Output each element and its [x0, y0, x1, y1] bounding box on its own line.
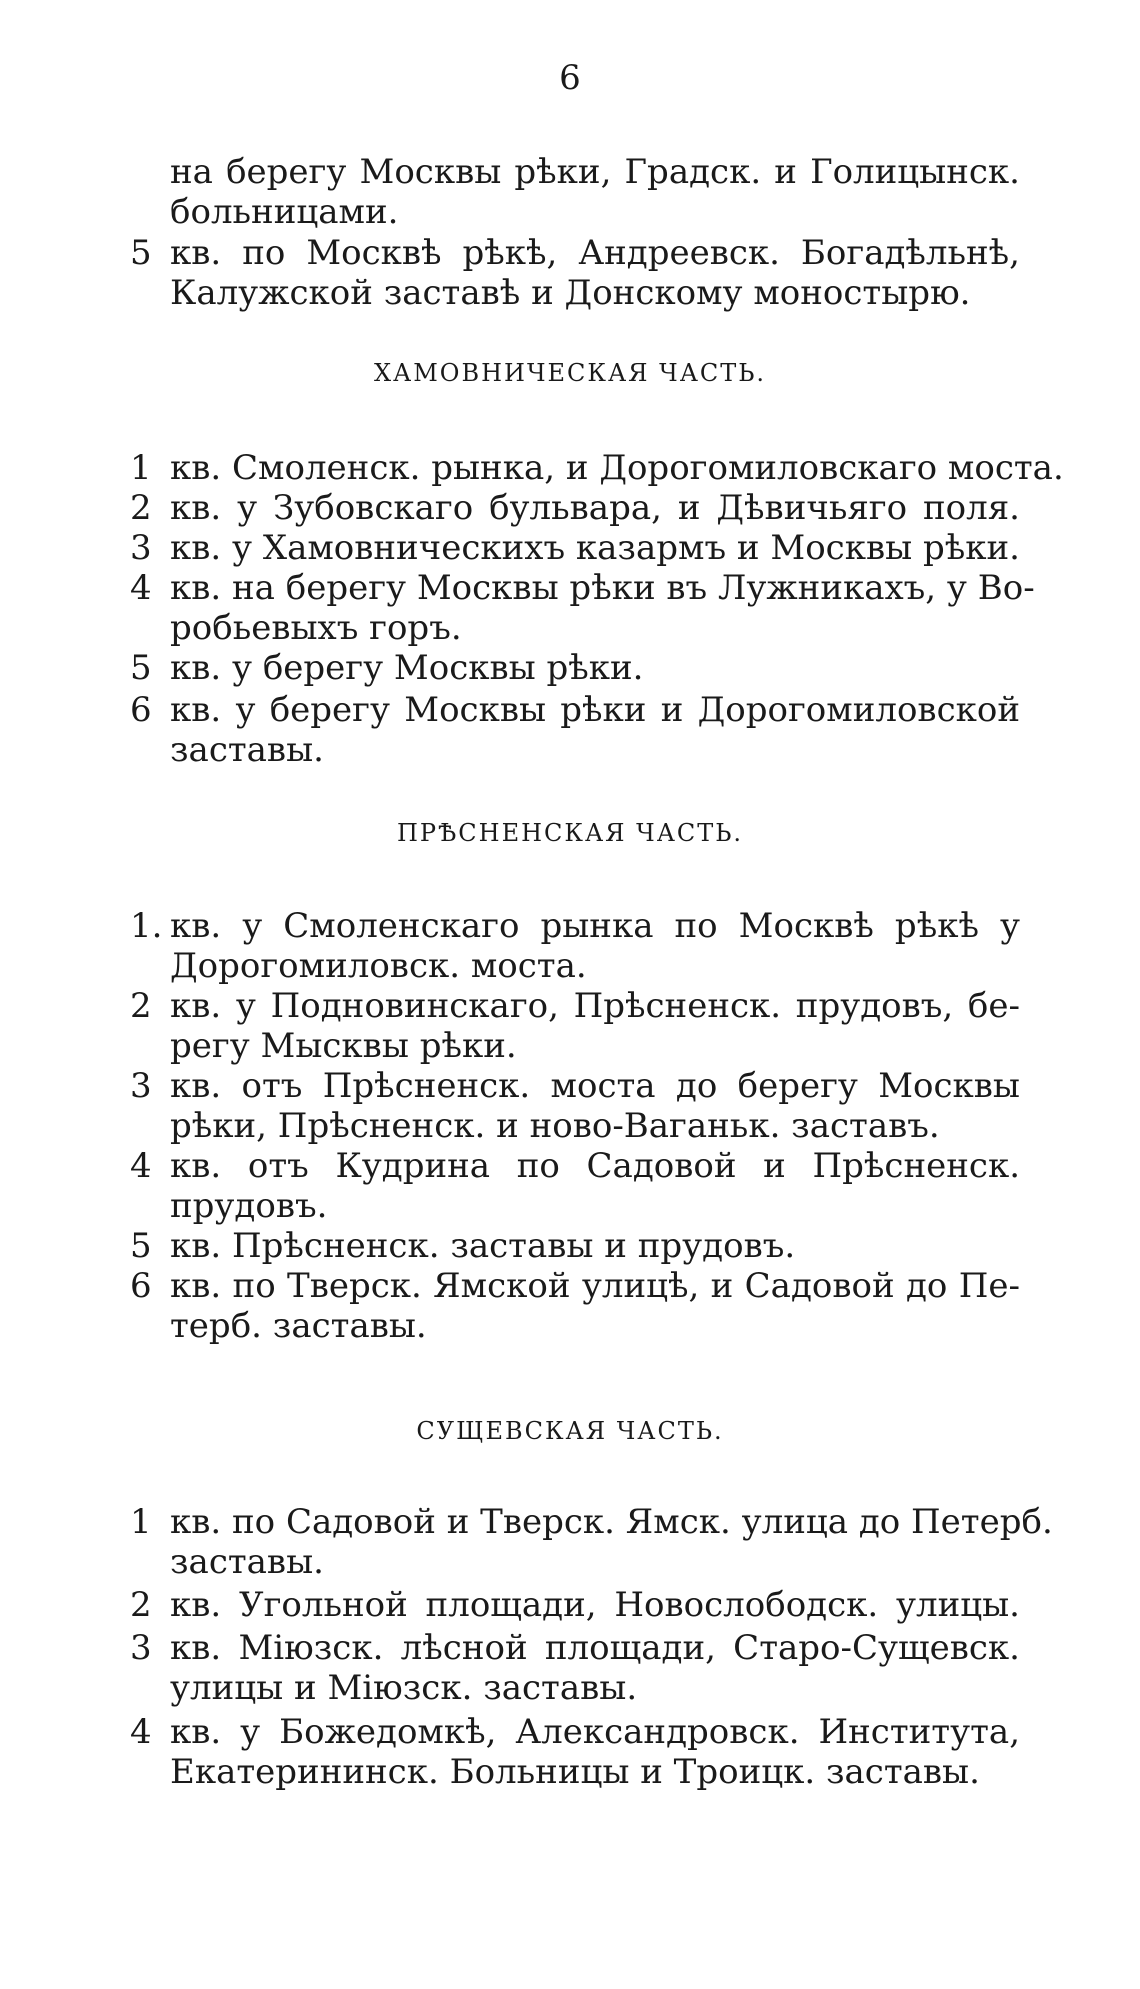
- text-line: кв. Смоленск. рынка, и Дорогомиловскаго моста.: [170, 448, 1064, 488]
- list-item: [130, 1712, 1020, 1792]
- text-line: кв. по Садовой и Тверск. Ямск. улица до Петерб.: [170, 1502, 1053, 1542]
- text-line: рѣки, Прѣсненск. и ново-Ваганьк. заставъ.: [170, 1106, 940, 1146]
- list-item: [130, 1585, 1020, 1625]
- text-line: прудовъ.: [170, 1186, 328, 1226]
- text-line: регу Мысквы рѣки.: [170, 1026, 517, 1066]
- list-item: [130, 568, 1035, 648]
- section-heading: СУЩЕВСКАЯ ЧАСТЬ.: [416, 1417, 724, 1445]
- intro-continuation: [130, 152, 1020, 232]
- item-number: 4: [130, 1146, 152, 1186]
- item-number: 2: [130, 1585, 152, 1625]
- text-line: кв. у Божедомкѣ, Александровск. Института,: [170, 1712, 1020, 1752]
- list-item: [130, 488, 1020, 528]
- text-line: кв. Прѣсненск. заставы и прудовъ.: [170, 1226, 796, 1266]
- list-item: [130, 1226, 1020, 1266]
- list-item: [130, 1628, 1020, 1708]
- list-item: [130, 648, 1020, 688]
- list-item: [130, 986, 1020, 1066]
- item-number: 4: [130, 568, 152, 608]
- item-number: 3: [130, 528, 152, 568]
- text-line: кв. у Подновинскаго, Прѣсненск. прудовъ, бе-: [170, 986, 1020, 1026]
- item-number: 3: [130, 1066, 152, 1106]
- text-line: на берегу Москвы рѣки, Градск. и Голицынск.: [170, 152, 1020, 192]
- section-heading: ПРѢСНЕНСКАЯ ЧАСТЬ.: [396, 819, 744, 847]
- text-line: кв. у берегу Москвы рѣки.: [170, 648, 644, 688]
- item-number: 3: [130, 1628, 152, 1668]
- item-number: 1: [130, 448, 152, 488]
- text-line: кв. Угольной площади, Новослободск. улицы.: [170, 1585, 1020, 1625]
- item-number: 1.: [130, 906, 163, 946]
- item-number: 5: [130, 233, 152, 273]
- text-line: Екатерининск. Больницы и Троицк. заставы.: [170, 1752, 980, 1792]
- text-line: кв. по Тверск. Ямской улицѣ, и Садовой до Пе-: [170, 1266, 1020, 1306]
- text-line: заставы.: [170, 730, 324, 770]
- item-number: 6: [130, 690, 152, 730]
- text-line: кв. отъ Кудрина по Садовой и Прѣсненск.: [170, 1146, 1020, 1186]
- page-number: 6: [559, 58, 581, 98]
- list-item: [130, 906, 1020, 986]
- list-item: [130, 1146, 1020, 1226]
- list-item: [130, 1502, 1053, 1582]
- list-item: [130, 1066, 1020, 1146]
- list-item: [130, 690, 1020, 770]
- text-line: кв. у берегу Москвы рѣки и Дорогомиловской: [170, 690, 1020, 730]
- item-number: 1: [130, 1502, 152, 1542]
- text-line: робьевыхъ горъ.: [170, 608, 462, 648]
- text-line: кв. по Москвѣ рѣкѣ, Андреевск. Богадѣльнѣ,: [170, 233, 1020, 273]
- list-item: [130, 448, 1064, 488]
- section-heading: ХАМОВНИЧЕСКАЯ ЧАСТЬ.: [373, 359, 767, 387]
- item-number: 5: [130, 1226, 152, 1266]
- text-line: Дорогомиловск. моста.: [170, 946, 587, 986]
- text-line: кв. Міюзск. лѣсной площади, Старо-Сущевск.: [170, 1628, 1020, 1668]
- text-line: больницами.: [170, 192, 399, 232]
- item-number: 5: [130, 648, 152, 688]
- text-line: кв. на берегу Москвы рѣки въ Лужникахъ, у Во-: [170, 568, 1035, 608]
- item-number: 4: [130, 1712, 152, 1752]
- text-line: заставы.: [170, 1542, 324, 1582]
- item-number: 2: [130, 488, 152, 528]
- text-line: улицы и Міюзск. заставы.: [170, 1668, 638, 1708]
- text-line: кв. у Смоленскаго рынка по Москвѣ рѣкѣ у: [170, 906, 1020, 946]
- list-item: [130, 233, 1020, 313]
- text-line: кв. у Хамовническихъ казармъ и Москвы рѣки.: [170, 528, 1020, 568]
- text-line: Калужской заставѣ и Донскому моностырю.: [170, 273, 971, 313]
- list-item: [130, 528, 1020, 568]
- text-line: кв. у Зубовскаго бульвара, и Дѣвичьяго поля.: [170, 488, 1020, 528]
- list-item: [130, 1266, 1020, 1346]
- text-line: терб. заставы.: [170, 1306, 427, 1346]
- item-number: 2: [130, 986, 152, 1026]
- text-line: кв. отъ Прѣсненск. моста до берегу Москвы: [170, 1066, 1020, 1106]
- item-number: 6: [130, 1266, 152, 1306]
